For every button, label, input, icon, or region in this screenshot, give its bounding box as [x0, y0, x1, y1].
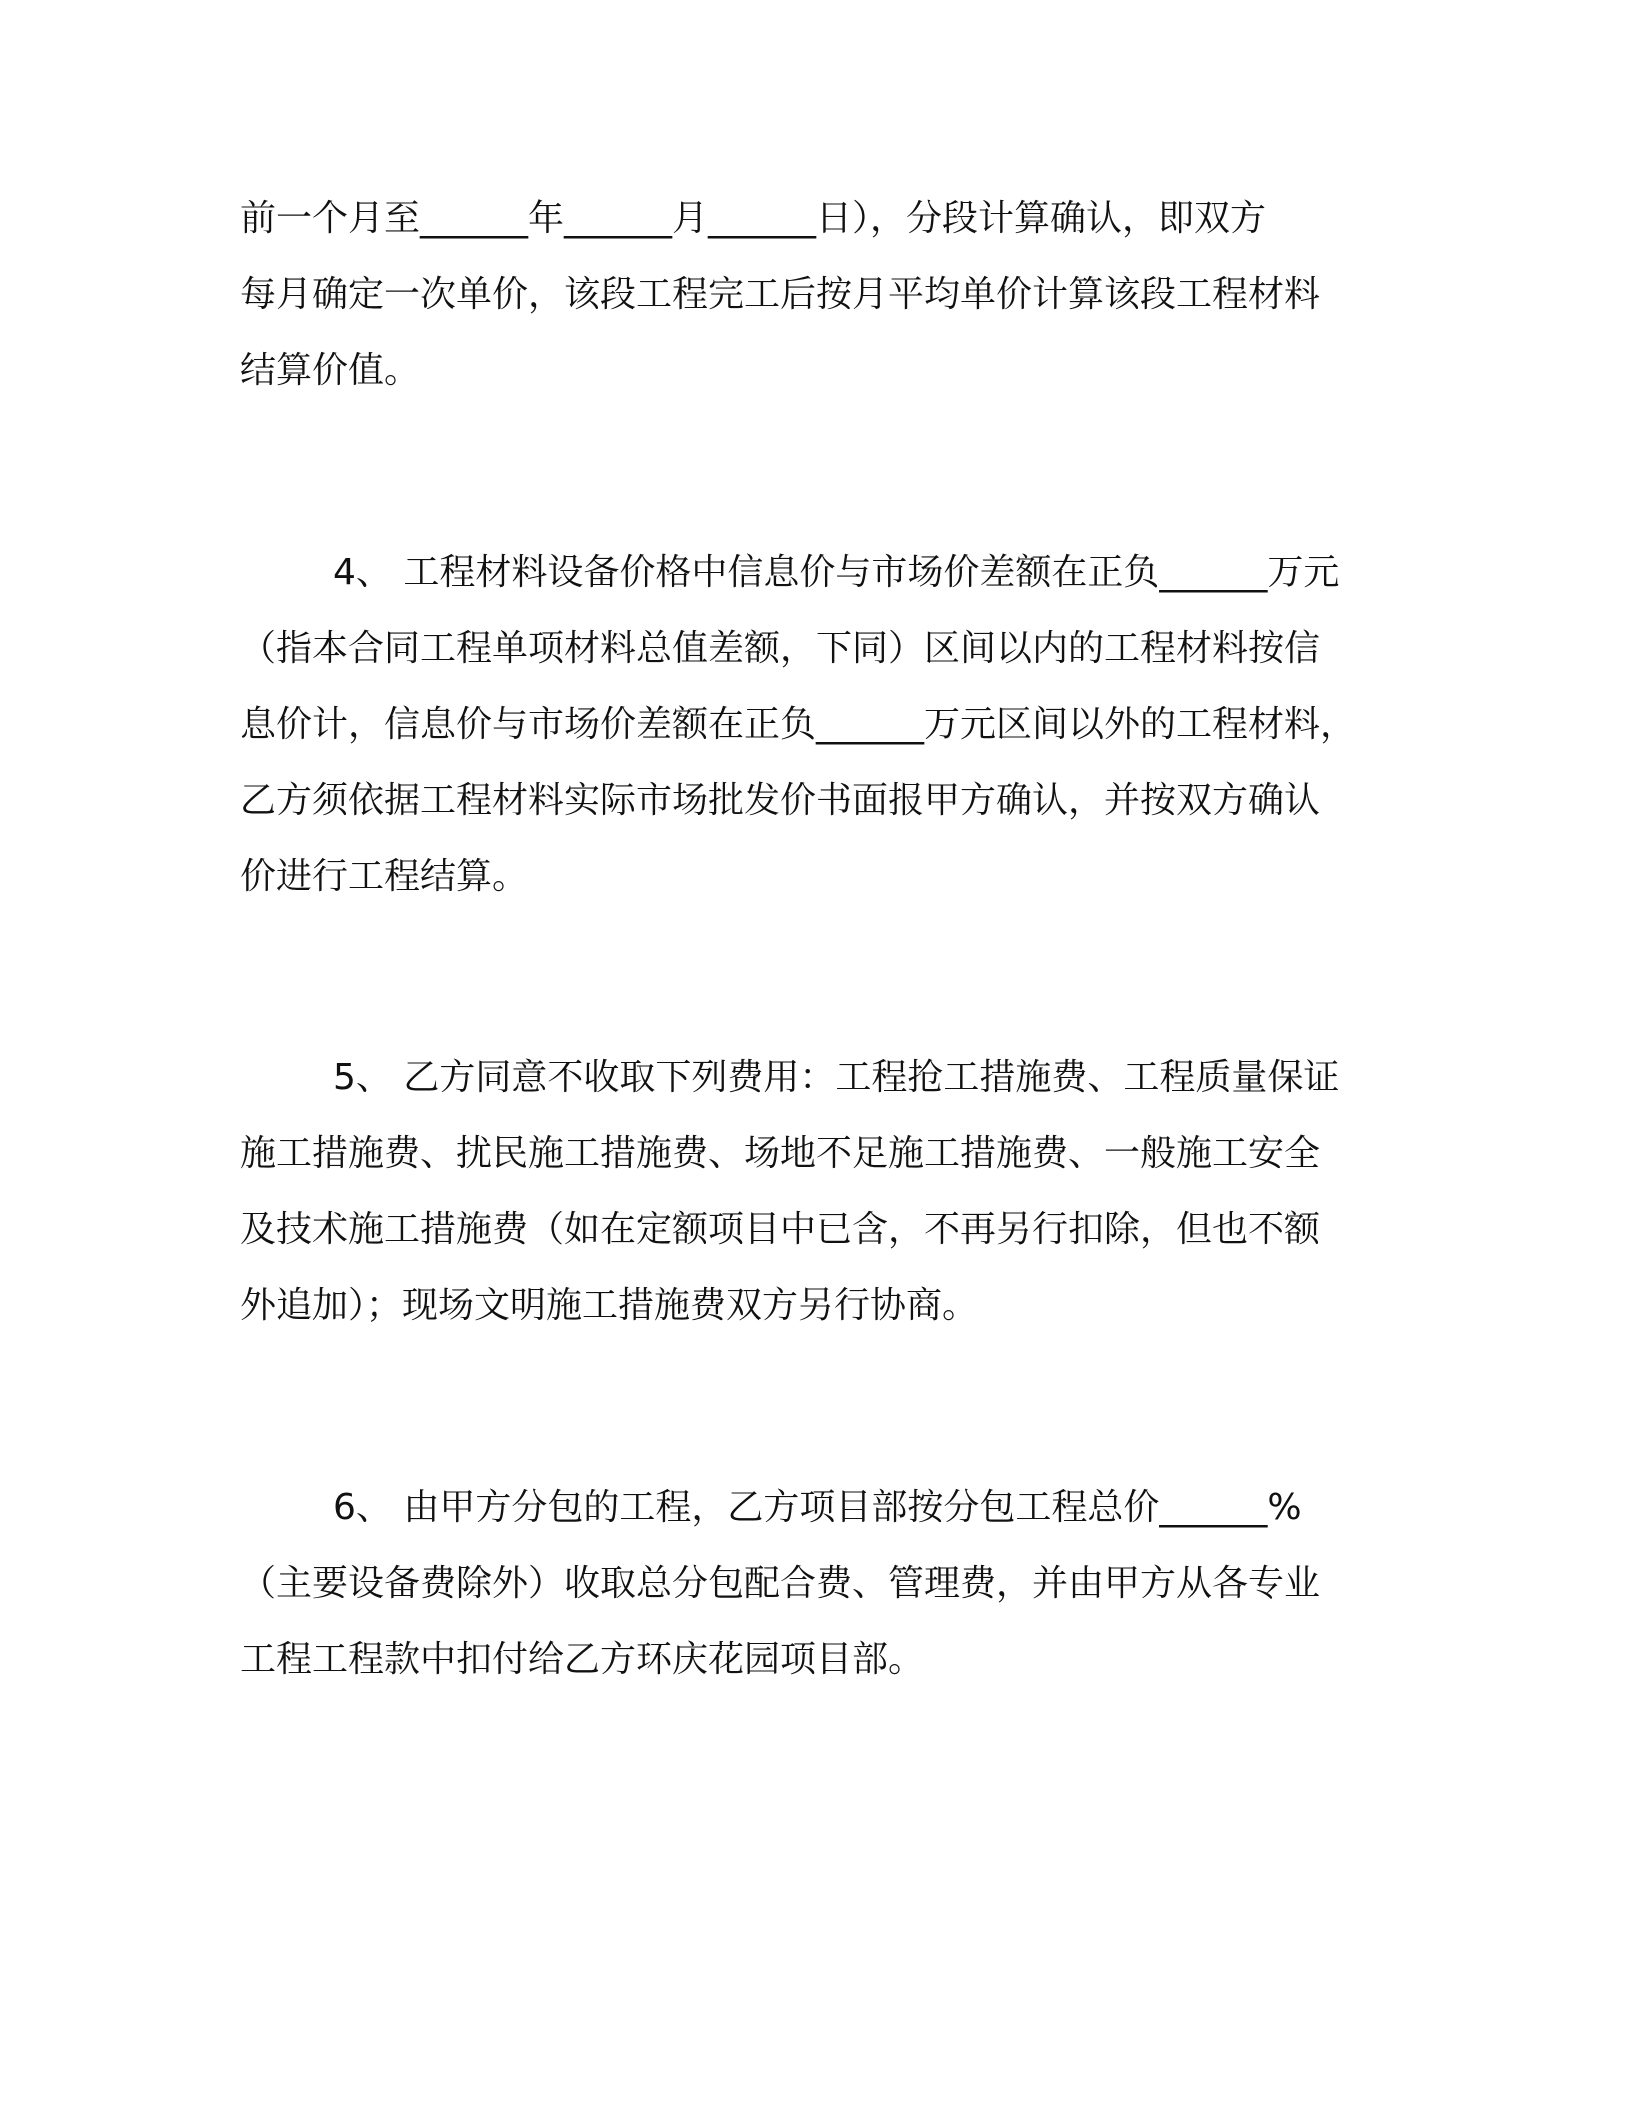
paragraph-4-line-4: 乙方须依据工程材料实际市场批发价书面报甲方确认，并按双方确认: [240, 780, 1321, 821]
paragraph-6-line-1: 6、 由甲方分包的工程，乙方项目部按分包工程总价______%: [333, 1487, 1302, 1528]
paragraph-6-line-2: （主要设备费除外）收取总分包配合费、管理费，并由甲方从各专业: [240, 1563, 1321, 1604]
paragraph-4-line-3: 息价计，信息价与市场价差额在正负______万元区间以外的工程材料，: [240, 704, 1357, 745]
paragraph-5-line-1: 5、 乙方同意不收取下列费用：工程抢工措施费、工程质量保证: [333, 1057, 1340, 1098]
paragraph-4-line-5: 价进行工程结算。: [240, 856, 529, 897]
paragraph-4-line-1: 4、 工程材料设备价格中信息价与市场价差额在正负______万元: [333, 552, 1340, 593]
paragraph-6-line-3: 工程工程款中扣付给乙方环庆花园项目部。: [240, 1639, 925, 1680]
paragraph-3-line-3: 结算价值。: [240, 350, 421, 391]
paragraph-3-line-1: 前一个月至______年______月______日），分段计算确认，即双方: [240, 198, 1267, 239]
paragraph-5-line-2: 施工措施费、扰民施工措施费、场地不足施工措施费、一般施工安全: [240, 1133, 1321, 1174]
paragraph-5-line-3: 及技术施工措施费（如在定额项目中已含，不再另行扣除，但也不额: [240, 1209, 1321, 1250]
paragraph-5-line-4: 外追加）；现场文明施工措施费双方另行协商。: [240, 1285, 979, 1326]
paragraph-4-line-2: （指本合同工程单项材料总值差额，下同）区间以内的工程材料按信: [240, 628, 1321, 669]
paragraph-3-line-2: 每月确定一次单价，该段工程完工后按月平均单价计算该段工程材料: [240, 274, 1321, 315]
